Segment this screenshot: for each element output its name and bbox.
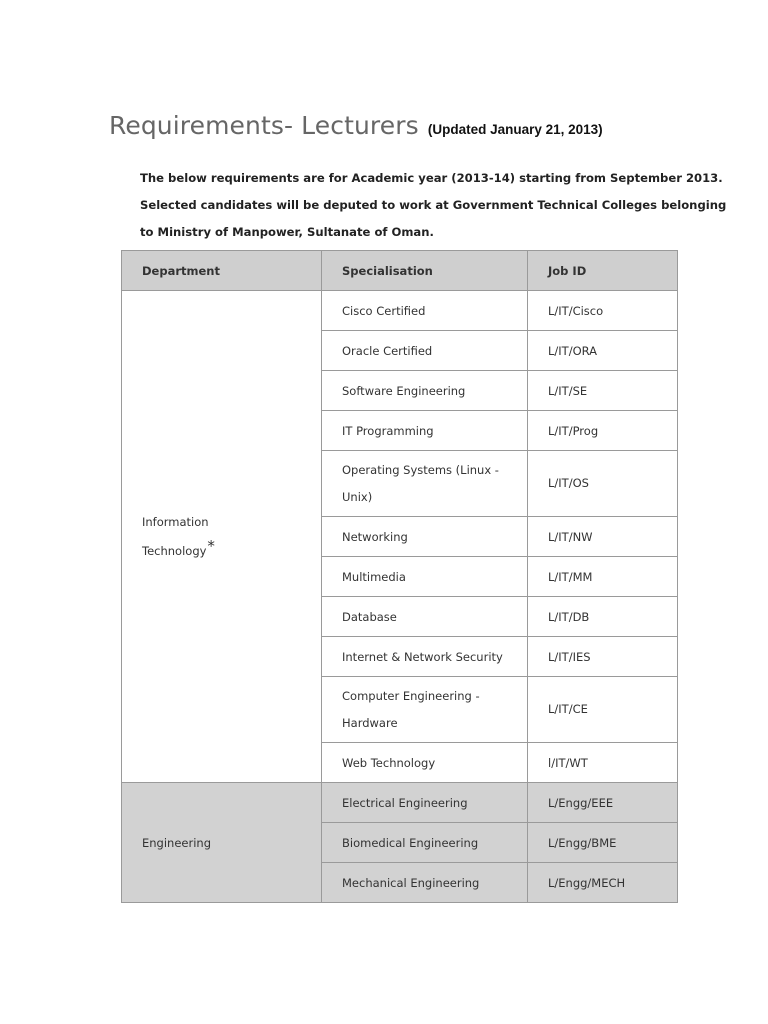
page-title: Requirements- Lecturers — [109, 111, 419, 140]
header-job-id: Job ID — [528, 251, 678, 291]
job-id-cell: L/IT/Prog — [528, 411, 678, 451]
intro-line: The below requirements are for Academic year (2013-14) starting from September 2013. — [140, 171, 723, 185]
intro-line: Selected candidates will be deputed to work at Government Technical Colleges belonging — [140, 198, 727, 212]
intro-paragraph — [140, 165, 727, 246]
specialisation-cell: Multimedia — [322, 557, 528, 597]
specialisation-line: Operating Systems (Linux - — [342, 462, 499, 477]
specialisation-cell — [322, 677, 528, 743]
specialisation-cell: Web Technology — [322, 743, 528, 783]
department-cell: Engineering — [122, 783, 322, 903]
specialisation-cell: Internet & Network Security — [322, 637, 528, 677]
page-heading — [109, 111, 603, 140]
job-id-cell: l/IT/WT — [528, 743, 678, 783]
specialisation-cell: Electrical Engineering — [322, 783, 528, 823]
job-id-cell: L/Engg/MECH — [528, 863, 678, 903]
department-line: Information — [142, 515, 209, 529]
intro-line: to Ministry of Manpower, Sultanate of Oman. — [140, 225, 434, 239]
updated-date: (Updated January 21, 2013) — [427, 122, 603, 137]
specialisation-cell: Cisco Certified — [322, 291, 528, 331]
job-id-cell: L/IT/IES — [528, 637, 678, 677]
asterisk-mark: * — [207, 537, 215, 555]
table-header-row — [122, 251, 678, 291]
specialisation-line: Computer Engineering - — [342, 688, 480, 703]
table-row — [122, 783, 678, 823]
job-id-cell: L/IT/MM — [528, 557, 678, 597]
specialisation-cell: Networking — [322, 517, 528, 557]
job-id-cell: L/IT/CE — [528, 677, 678, 743]
specialisation-cell — [322, 451, 528, 517]
job-id-cell: L/IT/DB — [528, 597, 678, 637]
header-specialisation: Specialisation — [322, 251, 528, 291]
specialisation-cell: Database — [322, 597, 528, 637]
specialisation-cell: Oracle Certified — [322, 331, 528, 371]
job-id-cell: L/IT/ORA — [528, 331, 678, 371]
specialisation-cell: Biomedical Engineering — [322, 823, 528, 863]
table-row — [122, 291, 678, 331]
specialisation-line: Unix) — [342, 489, 373, 504]
job-id-cell: L/IT/OS — [528, 451, 678, 517]
job-id-cell: L/Engg/EEE — [528, 783, 678, 823]
department-line: Technology — [142, 544, 207, 558]
requirements-table — [121, 250, 678, 903]
specialisation-line: Hardware — [342, 715, 398, 730]
job-id-cell: L/Engg/BME — [528, 823, 678, 863]
job-id-cell: L/IT/Cisco — [528, 291, 678, 331]
specialisation-cell: IT Programming — [322, 411, 528, 451]
job-id-cell: L/IT/SE — [528, 371, 678, 411]
department-cell — [122, 291, 322, 783]
specialisation-cell: Mechanical Engineering — [322, 863, 528, 903]
specialisation-cell: Software Engineering — [322, 371, 528, 411]
job-id-cell: L/IT/NW — [528, 517, 678, 557]
header-department: Department — [122, 251, 322, 291]
